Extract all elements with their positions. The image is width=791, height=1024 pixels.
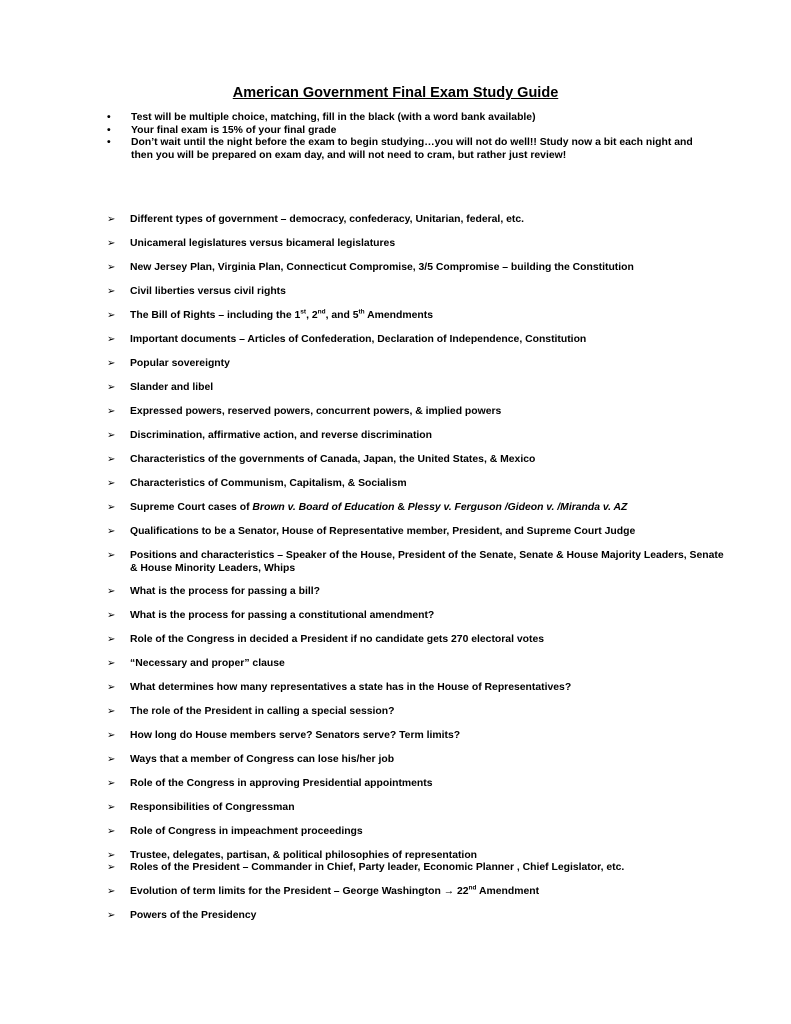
topic-item	[107, 850, 730, 863]
topic-text: Role of the Congress in decided a President if no candidate gets 270 electoral votes	[130, 634, 545, 645]
arrow-bullet-icon: ➢	[107, 634, 116, 645]
topic-item	[107, 910, 730, 923]
topic-item	[107, 862, 730, 875]
arrow-bullet-icon: ➢	[107, 658, 116, 669]
arrow-bullet-icon: ➢	[107, 850, 116, 861]
topic-text: Role of Congress in impeachment proceedings	[130, 826, 363, 837]
arrow-bullet-icon: ➢	[107, 454, 116, 465]
topic-item	[107, 730, 730, 743]
topic-text: Civil liberties versus civil rights	[130, 286, 286, 297]
bullet-dot-icon: •	[107, 112, 111, 123]
intro-bullet-text: Your final exam is 15% of your final grade	[131, 124, 337, 136]
intro-bullet-list	[105, 112, 705, 162]
topic-text: Characteristics of the governments of Canada, Japan, the United States, & Mexico	[130, 454, 536, 465]
topic-text: Important documents – Articles of Confederation, Declaration of Independence, Constitution	[130, 334, 587, 345]
topic-item	[107, 682, 730, 695]
arrow-bullet-icon: ➢	[107, 730, 116, 741]
topic-text: Expressed powers, reserved powers, concurrent powers, & implied powers	[130, 406, 502, 417]
arrow-bullet-icon: ➢	[107, 286, 116, 297]
topic-item	[107, 454, 730, 467]
topic-text: The role of the President in calling a special session?	[130, 706, 395, 717]
arrow-bullet-icon: ➢	[107, 706, 116, 717]
topic-text: Ways that a member of Congress can lose his/her job	[130, 754, 395, 765]
topic-item	[107, 478, 730, 491]
arrow-bullet-icon: ➢	[107, 550, 116, 561]
topic-item	[107, 430, 730, 443]
topic-text: Qualifications to be a Senator, House of Representative member, President, and Supreme Court Judge	[130, 526, 636, 537]
topic-item	[107, 262, 730, 275]
arrow-bullet-icon: ➢	[107, 382, 116, 393]
topic-text: Discrimination, affirmative action, and reverse discrimination	[130, 430, 432, 441]
arrow-bullet-icon: ➢	[107, 862, 116, 873]
arrow-bullet-icon: ➢	[107, 214, 116, 225]
topic-item	[107, 634, 730, 647]
topic-text: How long do House members serve? Senators serve? Term limits?	[130, 730, 461, 741]
topic-item	[107, 382, 730, 395]
topic-text: The Bill of Rights – including the 1st, 2nd, and 5th Amendments	[130, 308, 433, 321]
topic-text: “Necessary and proper” clause	[130, 658, 285, 669]
topic-text: Different types of government – democracy, confederacy, Unitarian, federal, etc.	[130, 214, 525, 225]
bullet-dot-icon: •	[107, 124, 111, 136]
arrow-bullet-icon: ➢	[107, 238, 116, 249]
arrow-bullet-icon: ➢	[107, 826, 116, 837]
arrow-bullet-icon: ➢	[107, 586, 116, 597]
arrow-bullet-icon: ➢	[107, 910, 116, 921]
arrow-bullet-icon: ➢	[107, 802, 116, 813]
topic-item	[107, 358, 730, 371]
arrow-bullet-icon: ➢	[107, 682, 116, 693]
arrow-bullet-icon: ➢	[107, 526, 116, 537]
topic-text: New Jersey Plan, Virginia Plan, Connecticut Compromise, 3/5 Compromise – building the Constitution	[130, 262, 634, 273]
intro-bullet	[105, 125, 705, 138]
right-arrow-icon: →	[443, 886, 455, 897]
topic-text: Supreme Court cases of Brown v. Board of Education & Plessy v. Ferguson /Gideon v. /Miranda v. AZ	[130, 502, 628, 513]
arrow-bullet-icon: ➢	[107, 778, 116, 789]
topic-text: What determines how many representatives a state has in the House of Representatives?	[130, 682, 572, 693]
topic-item	[107, 406, 730, 419]
arrow-bullet-icon: ➢	[107, 478, 116, 489]
topic-text: Positions and characteristics – Speaker of the House, President of the Senate, Senate & House Majority Leaders, Senate & House Minority Leaders, Whips	[130, 550, 724, 574]
document-title: American Government Final Exam Study Guide	[232, 85, 559, 101]
topic-text: Role of the Congress in approving Presidential appointments	[130, 778, 433, 789]
topic-item	[107, 826, 730, 839]
arrow-bullet-icon: ➢	[107, 502, 116, 513]
arrow-bullet-icon: ➢	[107, 610, 116, 621]
arrow-bullet-icon: ➢	[107, 754, 116, 765]
arrow-bullet-icon: ➢	[107, 406, 116, 417]
arrow-bullet-icon: ➢	[107, 262, 116, 273]
topic-text: Unicameral legislatures versus bicameral legislatures	[130, 238, 396, 249]
topic-text: Responsibilities of Congressman	[130, 802, 295, 813]
topic-item	[107, 526, 730, 539]
topic-text: Trustee, delegates, partisan, & political philosophies of representation	[130, 850, 478, 861]
topic-item	[107, 550, 730, 575]
topic-text: Roles of the President – Commander in Chief, Party leader, Economic Planner , Chief Legislator, etc.	[130, 862, 625, 873]
topic-item	[107, 502, 730, 515]
intro-bullet	[105, 112, 705, 125]
topic-text: Popular sovereignty	[130, 358, 230, 369]
arrow-bullet-icon: ➢	[107, 886, 116, 897]
arrow-bullet-icon: ➢	[107, 430, 116, 441]
topic-item	[107, 658, 730, 671]
topic-item	[107, 754, 730, 767]
topic-item	[107, 238, 730, 251]
topic-item	[107, 706, 730, 719]
topic-text: What is the process for passing a bill?	[130, 586, 320, 597]
topic-text: Evolution of term limits for the President – George Washington → 22nd Amendment	[130, 884, 540, 897]
topic-item	[107, 286, 730, 299]
arrow-bullet-icon: ➢	[107, 310, 116, 321]
topic-item	[107, 886, 730, 899]
topic-item	[107, 334, 730, 347]
topic-text: Powers of the Presidency	[130, 910, 257, 921]
topic-text: What is the process for passing a constitutional amendment?	[130, 610, 435, 621]
topic-text: Slander and libel	[130, 382, 214, 393]
topic-item	[107, 586, 730, 599]
intro-bullet-text: Don’t wait until the night before the exam to begin studying…you will not do well!! Study now a bit each night and then you will be prepared on exam day, and will not need to cram, but rather just review!	[131, 137, 693, 161]
topic-text: Characteristics of Communism, Capitalism, & Socialism	[130, 478, 407, 489]
intro-bullet	[105, 137, 705, 162]
topic-item	[107, 310, 730, 323]
arrow-bullet-icon: ➢	[107, 358, 116, 369]
bullet-dot-icon: •	[107, 137, 111, 149]
topic-item	[107, 802, 730, 815]
intro-bullet-text: Test will be multiple choice, matching, fill in the black (with a word bank available)	[131, 112, 536, 123]
topic-item	[107, 610, 730, 623]
topic-item	[107, 214, 730, 227]
arrow-bullet-icon: ➢	[107, 334, 116, 345]
topic-item	[107, 778, 730, 791]
